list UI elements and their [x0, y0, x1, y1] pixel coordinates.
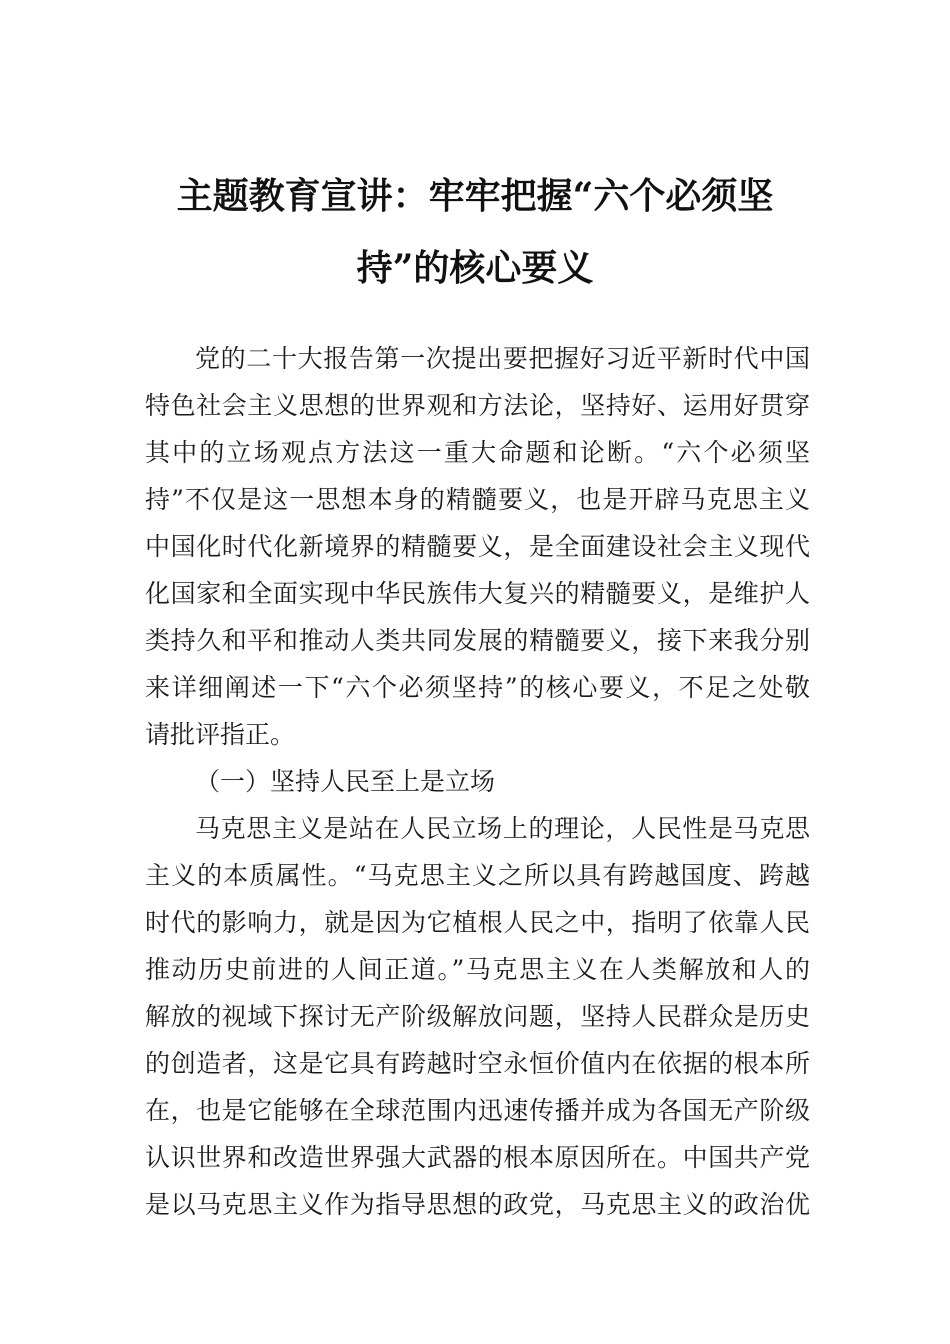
paragraph-line: 来详细阐述一下“六个必须坚持”的核心要义，不足之处敬 — [145, 673, 810, 702]
paragraph-line: 主义的本质属性。“马克思主义之所以具有跨越国度、跨越 — [145, 861, 810, 890]
paragraph-line: 认识世界和改造世界强大武器的根本原因所在。中国共产党 — [145, 1143, 810, 1172]
paragraph-line: 请批评指正。 — [145, 720, 296, 749]
document-title-line-1: 主题教育宣讲：牢牢把握“六个必须坚 — [176, 175, 774, 217]
paragraph-line: 的创造者，这是它具有跨越时空永恒价值内在依据的根本所 — [145, 1049, 810, 1078]
paragraph-line: 解放的视域下探讨无产阶级解放问题，坚持人民群众是历史 — [145, 1002, 810, 1031]
paragraph-line: 时代的影响力，就是因为它植根人民之中，指明了依靠人民 — [145, 908, 810, 937]
paragraph-line: 化国家和全面实现中华民族伟大复兴的精髓要义，是维护人 — [145, 579, 810, 608]
document-title-line-2: 持”的核心要义 — [356, 247, 594, 289]
paragraph-line: 特色社会主义思想的世界观和方法论，坚持好、运用好贯穿 — [145, 391, 810, 420]
paragraph-line: 持”不仅是这一思想本身的精髓要义，也是开辟马克思主义 — [145, 485, 810, 514]
paragraph-line: 其中的立场观点方法这一重大命题和论断。“六个必须坚 — [145, 438, 810, 467]
paragraph-line: 类持久和平和推动人类共同发展的精髓要义，接下来我分别 — [145, 626, 810, 655]
paragraph-line: 推动历史前进的人间正道。”马克思主义在人类解放和人的 — [145, 955, 810, 984]
paragraph-line: 马克思主义是站在人民立场上的理论，人民性是马克思 — [195, 814, 810, 843]
section-heading: （一）坚持人民至上是立场 — [195, 767, 496, 796]
paragraph-line: 中国化时代化新境界的精髓要义，是全面建设社会主义现代 — [145, 532, 810, 561]
paragraph-line: 是以马克思主义作为指导思想的政党，马克思主义的政治优 — [145, 1190, 810, 1219]
paragraph-line: 在，也是它能够在全球范围内迅速传播并成为各国无产阶级 — [145, 1096, 810, 1125]
paragraph-line: 党的二十大报告第一次提出要把握好习近平新时代中国 — [195, 344, 810, 373]
